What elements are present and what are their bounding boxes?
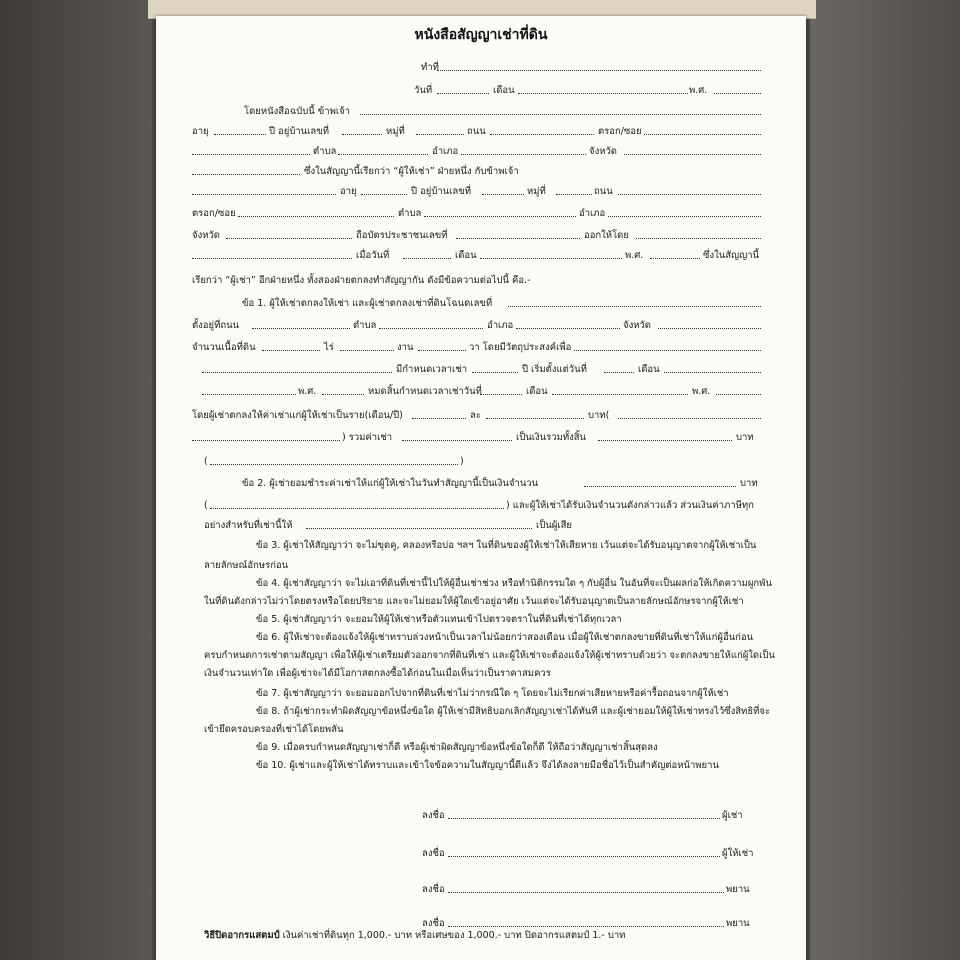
total-rent-label: ) รวมค่าเช่า: [342, 432, 393, 443]
lessee-year-label: พ.ศ.: [625, 250, 644, 261]
rent-per-label: ละ: [470, 410, 481, 421]
start-month-field[interactable]: [664, 372, 761, 373]
lessee-tambon-field[interactable]: [424, 216, 576, 217]
lessor-moo-label: หมู่ที่: [386, 126, 405, 137]
lessor-moo-field[interactable]: [416, 134, 464, 135]
lessor-tambon-field[interactable]: [338, 154, 428, 155]
total-words-open: (: [204, 456, 208, 467]
signature-lessor-field[interactable]: [448, 856, 720, 857]
lessor-called: ซึ่งในสัญญานี้เรียกว่า “ผู้ให้เช่า” ฝ่ายหนึ่ง กับข้าพเจ้า: [304, 166, 519, 177]
lessee-idcard-label: ถือบัตรประชาชนเลขที่: [356, 230, 448, 241]
date-field[interactable]: [437, 93, 489, 94]
month-label: เดือน: [493, 85, 515, 96]
total-rent-field[interactable]: [402, 440, 512, 441]
lessee-house-field[interactable]: [482, 194, 524, 195]
lessor-road-field[interactable]: [490, 134, 594, 135]
ngan-label: งาน: [397, 342, 414, 353]
clause6-line3: เงินจำนวนเท่าใด เพื่อผู้เช่าจะได้มีโอกาสตกลงซื้อได้ก่อนในเมื่อเห็นว่าเป็นราคาสมควร: [204, 668, 551, 679]
land-province-field[interactable]: [658, 328, 761, 329]
lessor-name-field[interactable]: [360, 114, 761, 115]
clause2-received: ) และผู้ให้เช่าได้รับเงินจำนวนดังกล่าวแล้ว ส่วนเงินค่าภาษีทุก: [506, 500, 754, 511]
lessee-alley-field[interactable]: [238, 216, 394, 217]
start-year-label: พ.ศ.: [298, 386, 317, 397]
clause5-line1: ข้อ 5. ผู้เช่าสัญญาว่า จะยอมให้ผู้ให้เช่าหรือตัวแทนเข้าไปตรวจตราในที่ดินที่เช่าได้ทุกเวลา: [256, 614, 622, 625]
lessee-age-field[interactable]: [361, 194, 407, 195]
lessor-intro: โดยหนังสือฉบับนี้ ข้าพเจ้า: [244, 106, 351, 117]
land-amount-label: จำนวนเนื้อที่ดิน: [192, 342, 256, 353]
lessee-month-label: เดือน: [455, 250, 477, 261]
lessee-called: เรียกว่า “ผู้เช่า” อีกฝ่ายหนึ่ง ทั้งสองฝ่ายตกลงทำสัญญากัน ดังมีข้อความต่อไปนี้ คือ.-: [192, 275, 531, 286]
land-amount-field[interactable]: [262, 350, 320, 351]
clause4-line2: ในที่ดินดังกล่าวไม่ว่าโดยตรงหรือโดยปริยาย และจะไม่ยอมให้ผู้ใดเข้าอยู่อาศัย เว้นแต่จะได้รับอนุญาตเป็นลายลักษณ์อักษรจากผู้ให้เช่า: [204, 596, 744, 607]
clause2-every-type: อย่างสำหรับที่เช่านี้ให้: [204, 520, 293, 531]
lessee-age-label: อายุ: [340, 186, 357, 197]
lessee-idcard-field[interactable]: [456, 238, 580, 239]
sign-role-lessee: ผู้เช่า: [722, 810, 743, 821]
clause6-line1: ข้อ 6. ผู้ให้เช่าจะต้องแจ้งให้ผู้เช่าทราบล่วงหน้าเป็นเวลาไม่น้อยกว่าสองเดือน เมื่อผู้ให้เช่าตกลงขายที่ดินที่เช่าให้แก่ผู้อื่นก่อน: [256, 632, 754, 643]
document-title: หนังสือสัญญาเช่าที่ดิน: [414, 27, 548, 43]
lessee-date-label: เมื่อวันที่: [356, 250, 390, 261]
sign-role-witness2: พยาน: [726, 918, 750, 929]
lessor-line3-field[interactable]: [192, 154, 310, 155]
lessee-issued-field[interactable]: [636, 238, 761, 239]
end-year-field[interactable]: [716, 394, 761, 395]
lessor-amphoe-field[interactable]: [461, 154, 586, 155]
lessor-house-field[interactable]: [342, 134, 382, 135]
land-tambon-label: ตำบล: [353, 320, 377, 331]
lessor-age-field[interactable]: [214, 134, 266, 135]
total-amount-field[interactable]: [598, 440, 732, 441]
lessor-province-label: จังหวัด: [589, 146, 617, 157]
clause2-pay-by: เป็นผู้เสีย: [536, 520, 572, 531]
rent-baht-open: บาท(: [588, 410, 610, 421]
end-month-field[interactable]: [552, 394, 688, 395]
sign-label-lessor: ลงชื่อ: [422, 848, 445, 859]
start-date-field[interactable]: [604, 372, 634, 373]
land-amphoe-field[interactable]: [516, 328, 620, 329]
clause8-line2: เข้ายึดครอบครองที่เช่าได้โดยพลัน: [204, 724, 344, 735]
period-field[interactable]: [472, 372, 518, 373]
sign-label-witness1: ลงชื่อ: [422, 884, 445, 895]
contract-page: [156, 16, 806, 960]
rent-agree-label: โดยผู้เช่าตกลงให้ค่าเช่าแก่ผู้ให้เช่าเป็นราย(เดือน/ปี): [192, 410, 403, 421]
rent-amount-words-cont-field[interactable]: [192, 440, 340, 441]
lessee-year-field[interactable]: [650, 258, 700, 259]
sign-label-witness2: ลงชื่อ: [422, 918, 445, 929]
lessee-date-field[interactable]: [403, 258, 451, 259]
clause3-line1: ข้อ 3. ผู้เช่าให้สัญญาว่า จะไม่ขุดคู, คลองหรือบ่อ ฯลฯ ในที่ดินของผู้ให้เช่าให้เสียหาย เว้นแต่จะได้รับอนุญาตจากผู้ให้เช่าเป็น: [256, 540, 757, 551]
clause9-line1: ข้อ 9. เมื่อครบกำหนดสัญญาเช่าก็ดี หรือผู้เช่าผิดสัญญาข้อหนึ่งข้อใดก็ดี ให้ถือว่าสัญญาเช่าสิ้นสุดลง: [256, 742, 658, 753]
signature-witness1-field[interactable]: [448, 892, 724, 893]
lessor-alley-label: ตรอก/ซอย: [598, 126, 642, 137]
clause6-line2: ครบกำหนดการเช่าตามสัญญา เพื่อให้ผู้เช่าเตรียมตัวออกจากที่ดินที่เช่า และผู้ให้เช่าจะต้องแจ้งให้ผู้เช่าทราบด้วยว่า จะตกลงขายให้แก่ผู้ใดเป็น: [204, 650, 775, 661]
clause2-open-paren: (: [204, 500, 208, 511]
lessee-tambon-label: ตำบล: [398, 208, 422, 219]
start-year-field[interactable]: [322, 394, 364, 395]
end-date-label: หมดสิ้นกำหนดเวลาเช่าวันที่: [368, 386, 482, 397]
stamp-duty-label: วิธีปิดอากรแสตมป์: [204, 930, 280, 941]
total-label: เป็นเงินรวมทั้งสิ้น: [516, 432, 587, 443]
lessor-alley-field[interactable]: [644, 134, 761, 135]
start-month-cont-field[interactable]: [202, 394, 296, 395]
clause3-line2: ลายลักษณ์อักษรก่อน: [204, 560, 289, 571]
years-from-label: ปี เริ่มตั้งแต่วันที่: [522, 364, 587, 375]
lessee-amphoe-label: อำเภอ: [579, 208, 606, 219]
signature-witness2-field[interactable]: [448, 926, 724, 927]
total-words-field[interactable]: [210, 464, 458, 465]
purpose-continued-field[interactable]: [202, 372, 392, 373]
lessee-road-label: ถนน: [594, 186, 613, 197]
start-month-label: เดือน: [638, 364, 660, 375]
rent-period-field[interactable]: [412, 418, 466, 419]
clause2-amount-field[interactable]: [584, 486, 736, 487]
lessor-province-field[interactable]: [624, 154, 761, 155]
land-amphoe-label: อำเภอ: [487, 320, 514, 331]
end-year-label: พ.ศ.: [692, 386, 711, 397]
sign-label-lessee: ลงชื่อ: [422, 810, 445, 821]
rai-field[interactable]: [340, 350, 394, 351]
clause7-line1: ข้อ 7. ผู้เช่าสัญญาว่า จะยอมออกไปจากที่ดินที่เช่าไม่ว่ากรณีใด ๆ โดยจะไม่เรียกค่าเสียหายหรือค่ารื้อถอนจากผู้ให้เช่า: [256, 688, 729, 699]
lessor-age-label: อายุ: [192, 126, 209, 137]
year-field[interactable]: [714, 93, 761, 94]
clause8-line1: ข้อ 8. ถ้าผู้เช่ากระทำผิดสัญญาข้อหนึ่งข้อใด ผู้ให้เช่ามีสิทธิบอกเลิกสัญญาเช่าได้ทันที และผู้เช่ายอมให้ผู้ให้เช่าทรงไว้ซึ่งสิทธิที่จะ: [256, 706, 771, 717]
lessor-road-label: ถนน: [467, 126, 486, 137]
purpose-field[interactable]: [574, 350, 761, 351]
lessor-tambon-label: ตำบล: [313, 146, 337, 157]
stamp-duty-text: เงินค่าเช่าที่ดินทุก 1,000.- บาท หรือเศษของ 1,000.- บาท ปิดอากรแสตมป์ 1.- บาท: [282, 930, 626, 941]
lessee-line5-field[interactable]: [192, 258, 352, 259]
made-at-label: ทำที่: [421, 62, 439, 73]
lessee-month-field[interactable]: [480, 258, 622, 259]
land-province-label: จังหวัด: [623, 320, 651, 331]
clause10-line1: ข้อ 10. ผู้เช่าและผู้ให้เช่าได้ทราบและเข้าใจข้อความในสัญญานี้ดีแล้ว จึงได้ลงลายมือชื่อไว้เป็นสำคัญต่อหน้าพยาน: [256, 760, 719, 771]
clause2-text: ข้อ 2. ผู้เช่ายอมชำระค่าเช่าให้แก่ผู้ให้เช่าในวันทำสัญญานี้เป็นเงินจำนวน: [242, 478, 539, 489]
end-month-label: เดือน: [526, 386, 548, 397]
period-label: มีกำหนดเวลาเช่า: [396, 364, 468, 375]
located-road-label: ตั้งอยู่ที่ถนน: [192, 320, 240, 331]
stamp-duty-note: [204, 928, 625, 943]
lessee-issued-label: ออกให้โดย: [584, 230, 629, 241]
month-field[interactable]: [518, 93, 688, 94]
year-label: พ.ศ.: [689, 85, 708, 96]
clause4-line1: ข้อ 4. ผู้เช่าสัญญาว่า จะไม่เอาที่ดินที่เช่านี้ไปให้ผู้อื่นเช่าช่วง หรือทำนิติกรรมใด ๆ กับผู้อื่น ในอันที่จะเป็นผลก่อให้เกิดความผูกพัน: [256, 578, 772, 589]
located-road-field[interactable]: [252, 328, 350, 329]
date-label: วันที่: [414, 85, 433, 96]
lessee-house-label: ปี อยู่บ้านเลขที่: [411, 186, 472, 197]
land-tambon-field[interactable]: [379, 328, 483, 329]
desk-background-left: [0, 0, 152, 960]
lessor-amphoe-label: อำเภอ: [432, 146, 459, 157]
rai-label: ไร่: [324, 342, 334, 353]
total-baht-label: บาท: [736, 432, 754, 443]
tax-payer-field[interactable]: [306, 528, 532, 529]
made-at-field[interactable]: [437, 70, 761, 71]
signature-lessee-field[interactable]: [448, 818, 720, 819]
lessor-house-label: ปี อยู่บ้านเลขที่: [269, 126, 330, 137]
clause1-text: ข้อ 1. ผู้ให้เช่าตกลงให้เช่า และผู้เช่าตกลงเช่าที่ดินโฉนดเลขที่: [242, 298, 493, 309]
end-date-field[interactable]: [480, 394, 522, 395]
clause2-amount-words-field[interactable]: [210, 508, 504, 509]
lessee-alley-label: ตรอก/ซอย: [192, 208, 236, 219]
lessee-amphoe-field[interactable]: [608, 216, 761, 217]
deed-number-field[interactable]: [508, 306, 761, 307]
sign-role-lessor: ผู้ให้เช่า: [722, 848, 754, 859]
lessee-name-field[interactable]: [192, 194, 336, 195]
lessee-moo-label: หมู่ที่: [527, 186, 546, 197]
desk-background-right: [810, 0, 960, 960]
rent-amount-words-field[interactable]: [618, 418, 761, 419]
rent-amount-field[interactable]: [486, 418, 584, 419]
lessee-province-field[interactable]: [226, 238, 352, 239]
lessee-moo-field[interactable]: [556, 194, 592, 195]
ngan-field[interactable]: [418, 350, 466, 351]
lessee-in-contract: ซึ่งในสัญญานี้: [703, 250, 760, 261]
lessor-line4-field[interactable]: [192, 174, 300, 175]
lessee-road-field[interactable]: [618, 194, 761, 195]
clause2-baht: บาท: [740, 478, 758, 489]
total-words-close: ): [460, 456, 464, 467]
sign-role-witness1: พยาน: [726, 884, 750, 895]
lessee-province-label: จังหวัด: [192, 230, 220, 241]
wa-purpose-label: วา โดยมีวัตถุประสงค์เพื่อ: [469, 342, 572, 353]
